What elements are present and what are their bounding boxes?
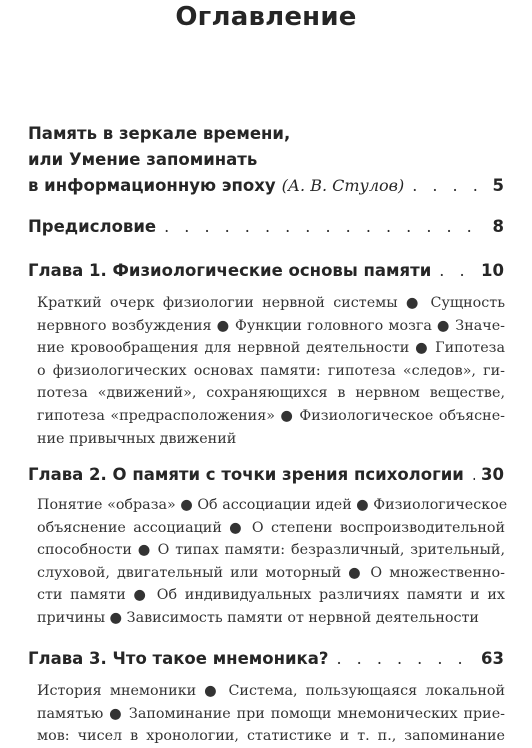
toc-entry-page-number: 8 [492, 217, 504, 236]
toc-entry-chapter-2[interactable] [28, 462, 504, 488]
toc-entry-title-line [28, 462, 504, 488]
dot-leader [412, 173, 486, 199]
description-line: о физиологических основах памяти: гипотеза «следов», ги- [37, 362, 505, 379]
description-line: слуховой, двигательный или моторный ● О множественно- [37, 564, 505, 581]
dot-leader [472, 462, 475, 488]
page-title: Оглавление [175, 2, 357, 32]
dot-leader [164, 214, 486, 240]
description-line: причины ● Зависимость памяти от нервной деятельности [37, 609, 479, 626]
description-line: История мнемоники ● Система, пользующаяся локальной [37, 683, 505, 699]
toc-entry-page-number: 30 [481, 465, 504, 484]
dot-leader [439, 258, 475, 284]
description-line: потеза «движений», сохраняющихся в нервном веществе, [37, 385, 505, 402]
toc-entry-chapter-1[interactable] [28, 258, 504, 284]
toc-entry-preface[interactable] [28, 214, 504, 240]
description-line: ние привычных движений [37, 430, 237, 447]
description-line: памятью ● Запоминание при помощи мнемонических прие- [37, 705, 505, 722]
toc-entry-title-line [28, 173, 504, 199]
description-line: нервного возбуждения ● Функции головного мозга ● Значе- [37, 317, 505, 334]
description-line: сти памяти ● Об индивидуальных различиях памяти и их [37, 587, 505, 604]
description-line: гипотеза «предрасположения» ● Физиологическое объясне- [37, 407, 505, 424]
description-line: способности ● О типах памяти: безразличный, зрительный, [37, 542, 505, 559]
toc-entry-page-number: 63 [481, 649, 504, 668]
toc-entry-title-text: Предисловие [28, 217, 157, 236]
toc-entry-foreword-essay[interactable] [28, 121, 504, 199]
toc-entry-page-number: 10 [481, 261, 504, 280]
description-line: объяснение ассоциаций ● О степени воспроизводительной [37, 519, 505, 536]
toc-entry-title-line [28, 214, 504, 240]
toc-entry-page-number: 5 [492, 176, 504, 195]
description-line: мов: чисел в хронологии, статистике и т. п., запоминание [37, 728, 505, 745]
toc-entry-author: (А. В. Стулов) [281, 176, 405, 195]
description-line: Понятие «образа» ● Об ассоциации идей ● Физиологическое [37, 497, 508, 513]
toc-entry-title-text: Глава 3. Что такое мнемоника? [28, 649, 329, 668]
dot-leader [336, 646, 475, 672]
chapter-1-description [37, 292, 505, 450]
toc-entry-title-line [28, 258, 504, 284]
toc-entry-title-line: Память в зеркале времени, [28, 124, 291, 143]
description-line: Краткий очерк физиологии нервной системы ● Сущность [37, 295, 505, 311]
chapter-2-description [37, 494, 508, 630]
toc-entry-title-text: в информационную эпоху [28, 176, 276, 195]
toc-entry-title-text: Глава 2. О памяти с точки зрения психологии [28, 465, 464, 484]
toc-entry-title-line: или Умение запоминать [28, 150, 258, 169]
description-line: ние кровообращения для нервной деятельности ● Гипотеза [37, 340, 505, 357]
toc-entry-title-line [28, 646, 504, 672]
chapter-3-description [37, 680, 505, 748]
toc-entry-title-text: Глава 1. Физиологические основы памяти [28, 261, 432, 280]
toc-entry-chapter-3[interactable] [28, 646, 504, 672]
